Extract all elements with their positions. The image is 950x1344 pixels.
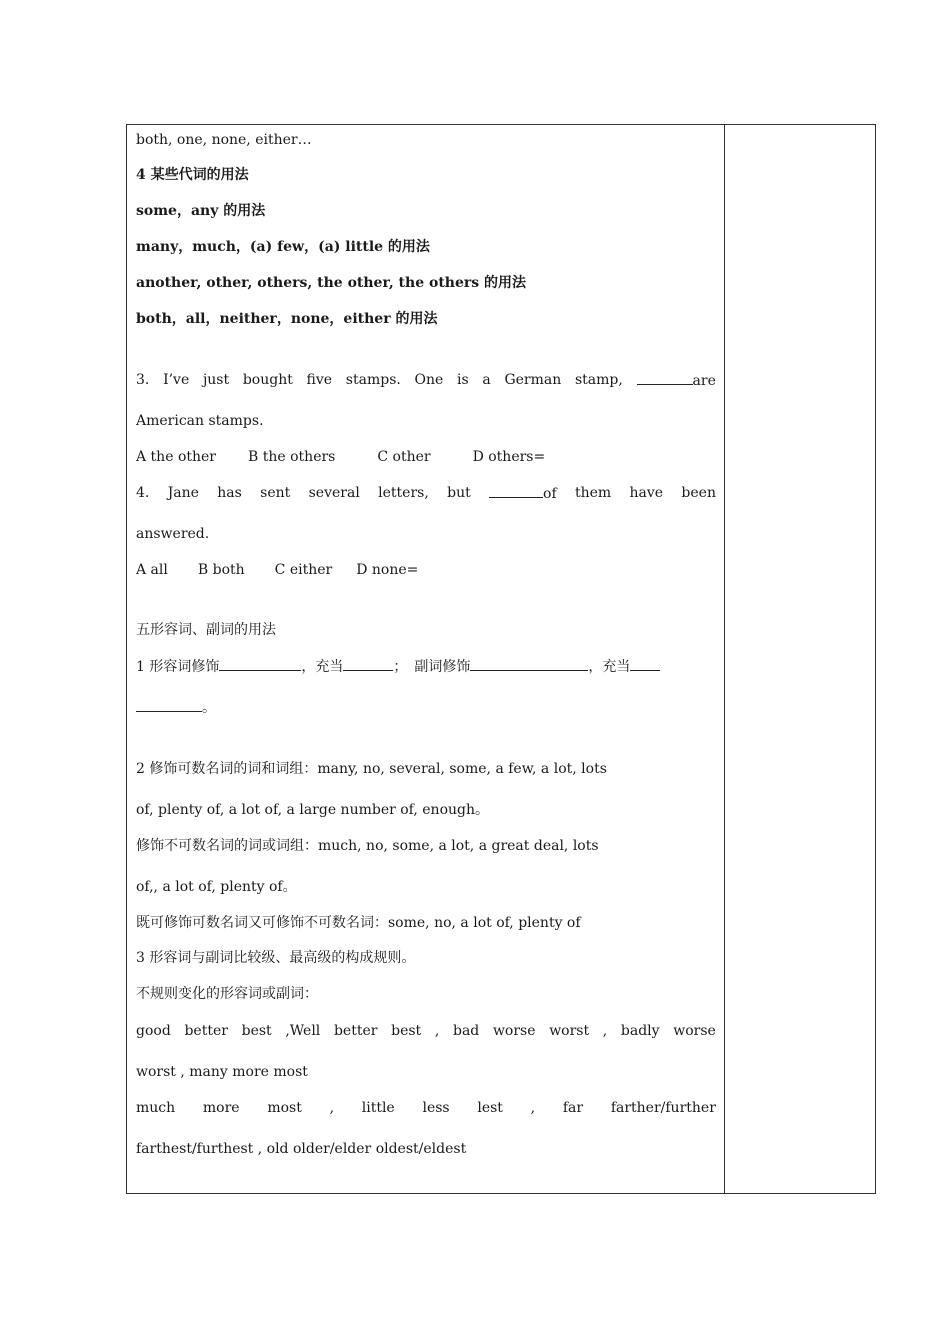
fill-blank[interactable] <box>630 657 660 671</box>
irregular-heading: 不规则变化的形容词或副词： <box>136 986 318 1002</box>
section-5-heading: 五形容词、副词的用法 <box>136 622 276 638</box>
question-3-options <box>136 448 545 466</box>
fill-blank[interactable] <box>470 657 588 671</box>
mark-glyph: = <box>406 562 419 578</box>
question-3: 3. I’ve just bought five stamps. One is a German stamp, are <box>136 372 716 389</box>
fill-blank[interactable] <box>136 698 202 712</box>
section-4-heading: 4 某些代词的用法 <box>136 167 249 183</box>
usage-many-much: many，much，(a) few，(a) little 的用法 <box>136 239 430 255</box>
irregular-forms-line-4: farthest/furthest , old older/elder oldest/eldest <box>136 1141 467 1157</box>
option-d: D others <box>472 449 534 465</box>
option-b: B both <box>197 562 245 578</box>
irregular-forms-line-3: much more most , little less lest , far farther/further <box>136 1100 716 1116</box>
option-c: C either <box>274 562 333 578</box>
option-a: A all <box>136 562 168 578</box>
option-c: C other <box>377 449 431 465</box>
option-a: A the other <box>136 449 216 465</box>
fill-in-line-2: 。 <box>136 698 216 717</box>
usage-some-any: some，any 的用法 <box>136 203 266 219</box>
uncountable-modifiers: 修饰不可数名词的词或词组：much, no, some, a lot, a great deal, lots <box>136 838 599 854</box>
uncountable-modifiers-continued: of,, a lot of, plenty of。 <box>136 879 297 895</box>
usage-both-all: both，all，neither，none，either 的用法 <box>136 311 438 327</box>
option-d: D none <box>356 562 407 578</box>
both-modifiers: 既可修饰可数名词又可修饰不可数名词：some, no, a lot of, plenty of <box>136 915 581 931</box>
fill-in-line-1: 1 形容词修饰 ，充当 ； 副词修饰 ，充当 <box>136 657 660 676</box>
question-4: 4. Jane has sent several letters, but of them have been <box>136 485 716 502</box>
irregular-forms-line-2: worst , many more most <box>136 1064 308 1080</box>
answer-blank[interactable] <box>637 371 693 385</box>
column-divider <box>724 125 725 1193</box>
fill-blank[interactable] <box>219 657 301 671</box>
irregular-forms-line-1: good better best ,Well better best , bad worse worst , badly worse <box>136 1023 716 1039</box>
table-frame <box>126 124 876 1194</box>
comparison-rules: 3 形容词与副词比较级、最高级的构成规则。 <box>136 950 416 966</box>
mark-glyph: = <box>533 449 546 465</box>
fill-blank[interactable] <box>343 657 393 671</box>
question-3-continued: American stamps. <box>136 413 264 429</box>
countable-modifiers-continued: of, plenty of, a lot of, a large number of, enough。 <box>136 802 489 818</box>
countable-modifiers: 2 修饰可数名词的词和词组：many, no, several, some, a few, a lot, lots <box>136 761 607 777</box>
option-b: B the others <box>248 449 336 465</box>
question-4-continued: answered. <box>136 526 210 542</box>
question-4-options <box>136 561 418 579</box>
pronoun-list: both, one, none, either… <box>136 132 312 148</box>
usage-another-other: another, other, others, the other, the others 的用法 <box>136 275 527 291</box>
answer-blank[interactable] <box>489 484 543 498</box>
